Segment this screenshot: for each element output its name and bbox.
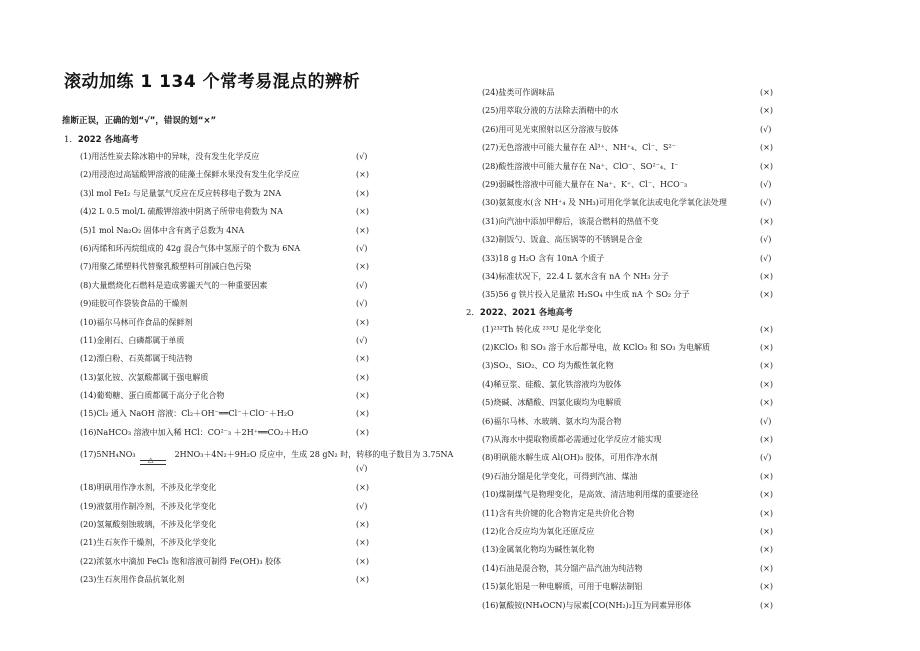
item-17-lead: (17)5NH₄NO₃: [80, 450, 136, 460]
list-item: [470, 560, 780, 578]
list-item: [62, 516, 452, 534]
answer-mark: (×): [760, 563, 773, 573]
list-item: [470, 231, 780, 249]
list-item: [62, 479, 452, 497]
section-2-number: 2．: [466, 307, 480, 318]
list-item: [470, 250, 780, 268]
item-text: (6)丙烯和环丙烷组成的 42g 混合气体中氢原子的个数为 6NA: [80, 243, 301, 253]
answer-mark: (×): [760, 343, 773, 353]
item-text: (1)用活性炭去除冰箱中的异味，没有发生化学反应: [80, 152, 260, 161]
item-text: (11)含有共价键的化合物肯定是共价化合物: [482, 508, 635, 518]
answer-mark: (×): [760, 88, 773, 97]
section-1-list-right: [470, 84, 780, 305]
section-2-label: 2022、2021 各地高考: [479, 307, 573, 318]
list-item: [470, 413, 780, 431]
answer-mark: (×): [760, 582, 773, 592]
answer-mark: (×): [760, 398, 773, 408]
item-text: (34)标准状况下，22.4 L 氨水含有 nA 个 NH₃ 分子: [482, 271, 669, 281]
list-item: [62, 369, 452, 387]
item-text: (10)煤制煤气是物理变化，是高效、清洁地利用煤的重要途径: [482, 490, 699, 500]
item-text: (16)氰酸铵(NH₄OCN)与尿素[CO(NH₂)₂]互为同素异形体: [482, 600, 692, 610]
item-text: (7)用聚乙烯塑料代替聚乳酸塑料可削减白色污染: [80, 262, 252, 272]
list-item: [62, 314, 452, 332]
item-text: (20)氢氟酸刻蚀玻璃，不涉及化学变化: [80, 520, 217, 530]
answer-mark: (×): [356, 575, 369, 585]
item-text: (16)NaHCO₃ 溶液中加入稀 HCl：CO²⁻₃ ＋2H⁺══CO₂＋H₂O: [80, 427, 309, 437]
item-text: (8)大量燃烧化石燃料是造成雾霾天气的一种重要因素: [80, 280, 268, 290]
list-item: [62, 405, 452, 423]
item-text: (18)明矾用作净水剂，不涉及化学变化: [80, 483, 217, 493]
section-1-list-continued: [62, 479, 452, 589]
answer-mark: (√): [760, 124, 772, 134]
answer-mark: (×): [760, 290, 773, 300]
item-text: (8)明矾能水解生成 Al(OH)₃ 胶体，可用作净水剂: [482, 453, 658, 463]
answer-mark: (×): [356, 354, 369, 364]
item-text: (9)石油分馏是化学变化，可得到汽油、煤油: [482, 471, 638, 481]
item-text: (23)生石灰用作食品抗氧化剂: [80, 575, 185, 585]
list-item: [470, 286, 780, 304]
section-2-list: [470, 321, 780, 615]
answer-mark: (√): [760, 416, 772, 426]
answer-mark: (×): [356, 170, 369, 180]
left-column: [62, 72, 452, 590]
list-item: [62, 387, 452, 405]
item-text: (24)盐类可作调味品: [482, 88, 555, 97]
answer-mark: (×): [356, 188, 369, 198]
answer-mark: (×): [760, 379, 773, 389]
answer-mark: (×): [760, 216, 773, 226]
item-text: (19)液氨用作制冷剂，不涉及化学变化: [80, 501, 217, 511]
list-item: [62, 148, 452, 166]
item-text: (4)2 L 0.5 mol/L 硫酸钾溶液中阴离子所带电荷数为 NA: [80, 207, 283, 217]
list-item: [470, 158, 780, 176]
list-item: [470, 268, 780, 286]
answer-mark: (√): [356, 243, 368, 253]
list-item: [62, 332, 452, 350]
answer-mark: (√): [356, 501, 368, 511]
list-item: [470, 176, 780, 194]
right-column: [466, 84, 780, 615]
list-item: [470, 486, 780, 504]
answer-mark: (×): [760, 508, 773, 518]
item-text: (14)石油是混合物，其分馏产品汽油为纯洁物: [482, 563, 643, 573]
answer-mark: (×): [760, 526, 773, 536]
item-text: (22)浓氨水中滴加 FeCl₃ 饱和溶液可制得 Fe(OH)₃ 胶体: [80, 556, 282, 566]
answer-mark: (×): [356, 409, 369, 419]
section-1-label: 2022 各地高考: [77, 135, 139, 145]
answer-mark: (√): [356, 152, 368, 161]
heating-condition-symbol: △: [148, 456, 154, 465]
page-title: 滚动加练 1 134 个常考易混点的辨析: [64, 72, 361, 92]
answer-mark: (×): [356, 520, 369, 530]
section-2-heading: [466, 305, 780, 321]
answer-mark: (×): [356, 207, 369, 217]
item-text: (31)向汽油中添加甲醇后，该混合燃料的热值不变: [482, 216, 659, 226]
list-item: [62, 166, 452, 184]
answer-mark: (√): [356, 335, 368, 345]
item-text: (9)硅胶可作袋装食品的干燥剂: [80, 299, 188, 309]
item-text: (29)弱碱性溶液中可能大量存在 Na⁺、K⁺、Cl⁻、HCO⁻₃: [482, 179, 688, 189]
list-item: [62, 240, 452, 258]
list-item: [470, 449, 780, 467]
item-17-rest: 2HNO₃＋4N₂＋9H₂O 反应中，生成 28 gN₂ 时，转移的电子数目为 3.75NA: [174, 450, 454, 460]
list-item: [470, 523, 780, 541]
answer-mark: (×): [760, 600, 773, 610]
answer-mark: (×): [356, 556, 369, 566]
list-item-17: [62, 442, 452, 479]
item-text: (33)18 g H₂O 含有 10nA 个质子: [482, 253, 605, 263]
answer-mark: (×): [356, 538, 369, 548]
item-text: (7)从海水中提取物质都必需通过化学反应才能实现: [482, 435, 662, 445]
answer-mark: (×): [760, 324, 773, 334]
list-item: [62, 424, 452, 442]
item-text: (12)漂白粉、石英都属于纯洁物: [80, 354, 193, 364]
list-item: [470, 597, 780, 615]
item-text: (2)用浸泡过高锰酸钾溶液的硅藻土保鲜水果没有发生化学反应: [80, 170, 300, 180]
answer-mark: (√): [760, 179, 772, 189]
item-text: (35)56 g 铁片投入足量浓 H₂SO₄ 中生成 nA 个 SO₂ 分子: [482, 290, 690, 300]
item-text: (32)制饭勺、饭盒、高压锅等的不锈钢是合金: [482, 235, 643, 245]
section-1-number: 1．: [64, 135, 78, 145]
answer-mark: (√): [760, 253, 772, 263]
list-item: [470, 102, 780, 120]
section-1-list: [62, 148, 452, 442]
answer-mark: (√): [760, 235, 772, 245]
list-item: [62, 295, 452, 313]
answer-mark: (×): [356, 427, 369, 437]
item-text: (11)金刚石、白磷都属于单质: [80, 335, 185, 345]
answer-mark: (×): [356, 483, 369, 493]
list-item: [62, 277, 452, 295]
item-text: (27)无色溶液中可能大量存在 Al³⁺、NH⁺₄、Cl⁻、S²⁻: [482, 143, 676, 153]
item-text: (14)葡萄糖、蛋白质都属于高分子化合物: [80, 391, 225, 401]
answer-mark: (×): [356, 317, 369, 327]
answer-mark: (×): [760, 545, 773, 555]
answer-mark: (√): [760, 453, 772, 463]
answer-mark: (×): [356, 372, 369, 382]
answer-mark: (×): [760, 271, 773, 281]
list-item: [62, 498, 452, 516]
list-item: [470, 541, 780, 559]
list-item: [62, 350, 452, 368]
list-item: [470, 394, 780, 412]
list-item: [470, 376, 780, 394]
answer-mark: (×): [760, 361, 773, 371]
item-text: (21)生石灰作干燥剂，不涉及化学变化: [80, 538, 217, 548]
answer-mark: (×): [356, 225, 369, 235]
list-item: [470, 139, 780, 157]
item-text: (3)SO₂、SiO₂、CO 均为酸性氧化物: [482, 361, 614, 371]
instruction-text: 推断正误，正确的划“√”，错误的划“×”: [62, 116, 217, 126]
item-text: (15)Cl₂ 通入 NaOH 溶液：Cl₂＋OH⁻══Cl⁻＋ClO⁻＋H₂O: [80, 409, 294, 419]
list-item: [470, 578, 780, 596]
list-item: [470, 213, 780, 231]
answer-mark: (×): [356, 262, 369, 272]
item-text: (13)氯化铵、次氯酸都属于强电解质: [80, 372, 209, 382]
list-item: [470, 468, 780, 486]
answer-mark: (√): [356, 280, 368, 290]
item-text: (4)稀豆浆、硅酸、氯化铁溶液均为胶体: [482, 379, 622, 389]
list-item: [470, 357, 780, 375]
item-text: (1)²³²Th 转化成 ²³³U 是化学变化: [482, 324, 602, 334]
answer-mark: (√): [356, 464, 368, 474]
list-item: [62, 258, 452, 276]
answer-mark: (×): [760, 435, 773, 445]
list-item: [470, 84, 780, 102]
answer-mark: (×): [356, 391, 369, 401]
list-item: [470, 505, 780, 523]
answer-mark: (√): [760, 198, 772, 208]
list-item: [62, 185, 452, 203]
item-text: (2)KClO₃ 和 SO₃ 溶于水后都导电，故 KClO₃ 和 SO₃ 为电解质: [482, 343, 711, 353]
item-text: (3)l mol FeI₂ 与足量氯气反应在反应转移电子数为 2NA: [80, 188, 282, 198]
section-1-heading: [64, 132, 452, 148]
list-item: [62, 203, 452, 221]
reaction-equals-sign: [140, 460, 166, 465]
item-text: (5)1 mol Na₂O₂ 固体中含有离子总数为 4NA: [80, 225, 245, 235]
answer-mark: (×): [760, 106, 773, 116]
item-text: (28)酸性溶液中可能大量存在 Na⁺、ClO⁻、SO²⁻₄、I⁻: [482, 161, 679, 171]
answer-mark: (×): [760, 490, 773, 500]
list-item: [470, 121, 780, 139]
item-text: (10)福尔马林可作食品的保鲜剂: [80, 317, 193, 327]
item-text: (6)福尔马林、水玻璃、氨水均为混合物: [482, 416, 622, 426]
item-text: (26)用可见光束照射以区分溶液与胶体: [482, 124, 619, 134]
answer-mark: (√): [356, 299, 368, 309]
item-text: (5)烧碱、冰醋酸、四氯化碳均为电解质: [482, 398, 622, 408]
list-item: [62, 222, 452, 240]
item-text: (15)氯化铝是一种电解质，可用于电解法制铝: [482, 582, 643, 592]
list-item: [470, 321, 780, 339]
answer-mark: (×): [760, 143, 773, 153]
answer-mark: (×): [760, 161, 773, 171]
item-text: (30)氨氮废水(含 NH⁺₄ 及 NH₃)可用化学氧化法或电化学氧化法处理: [482, 198, 727, 208]
list-item: [62, 553, 452, 571]
item-text: (12)化合反应均为氧化还原反应: [482, 526, 595, 536]
list-item: [62, 534, 452, 552]
list-item: [470, 339, 780, 357]
item-text: (25)用萃取分液的方法除去酒精中的水: [482, 106, 619, 116]
item-text: (13)金属氧化物均为碱性氧化物: [482, 545, 595, 555]
answer-mark: (×): [760, 471, 773, 481]
list-item: [62, 571, 452, 589]
list-item: [470, 431, 780, 449]
list-item: [470, 194, 780, 212]
